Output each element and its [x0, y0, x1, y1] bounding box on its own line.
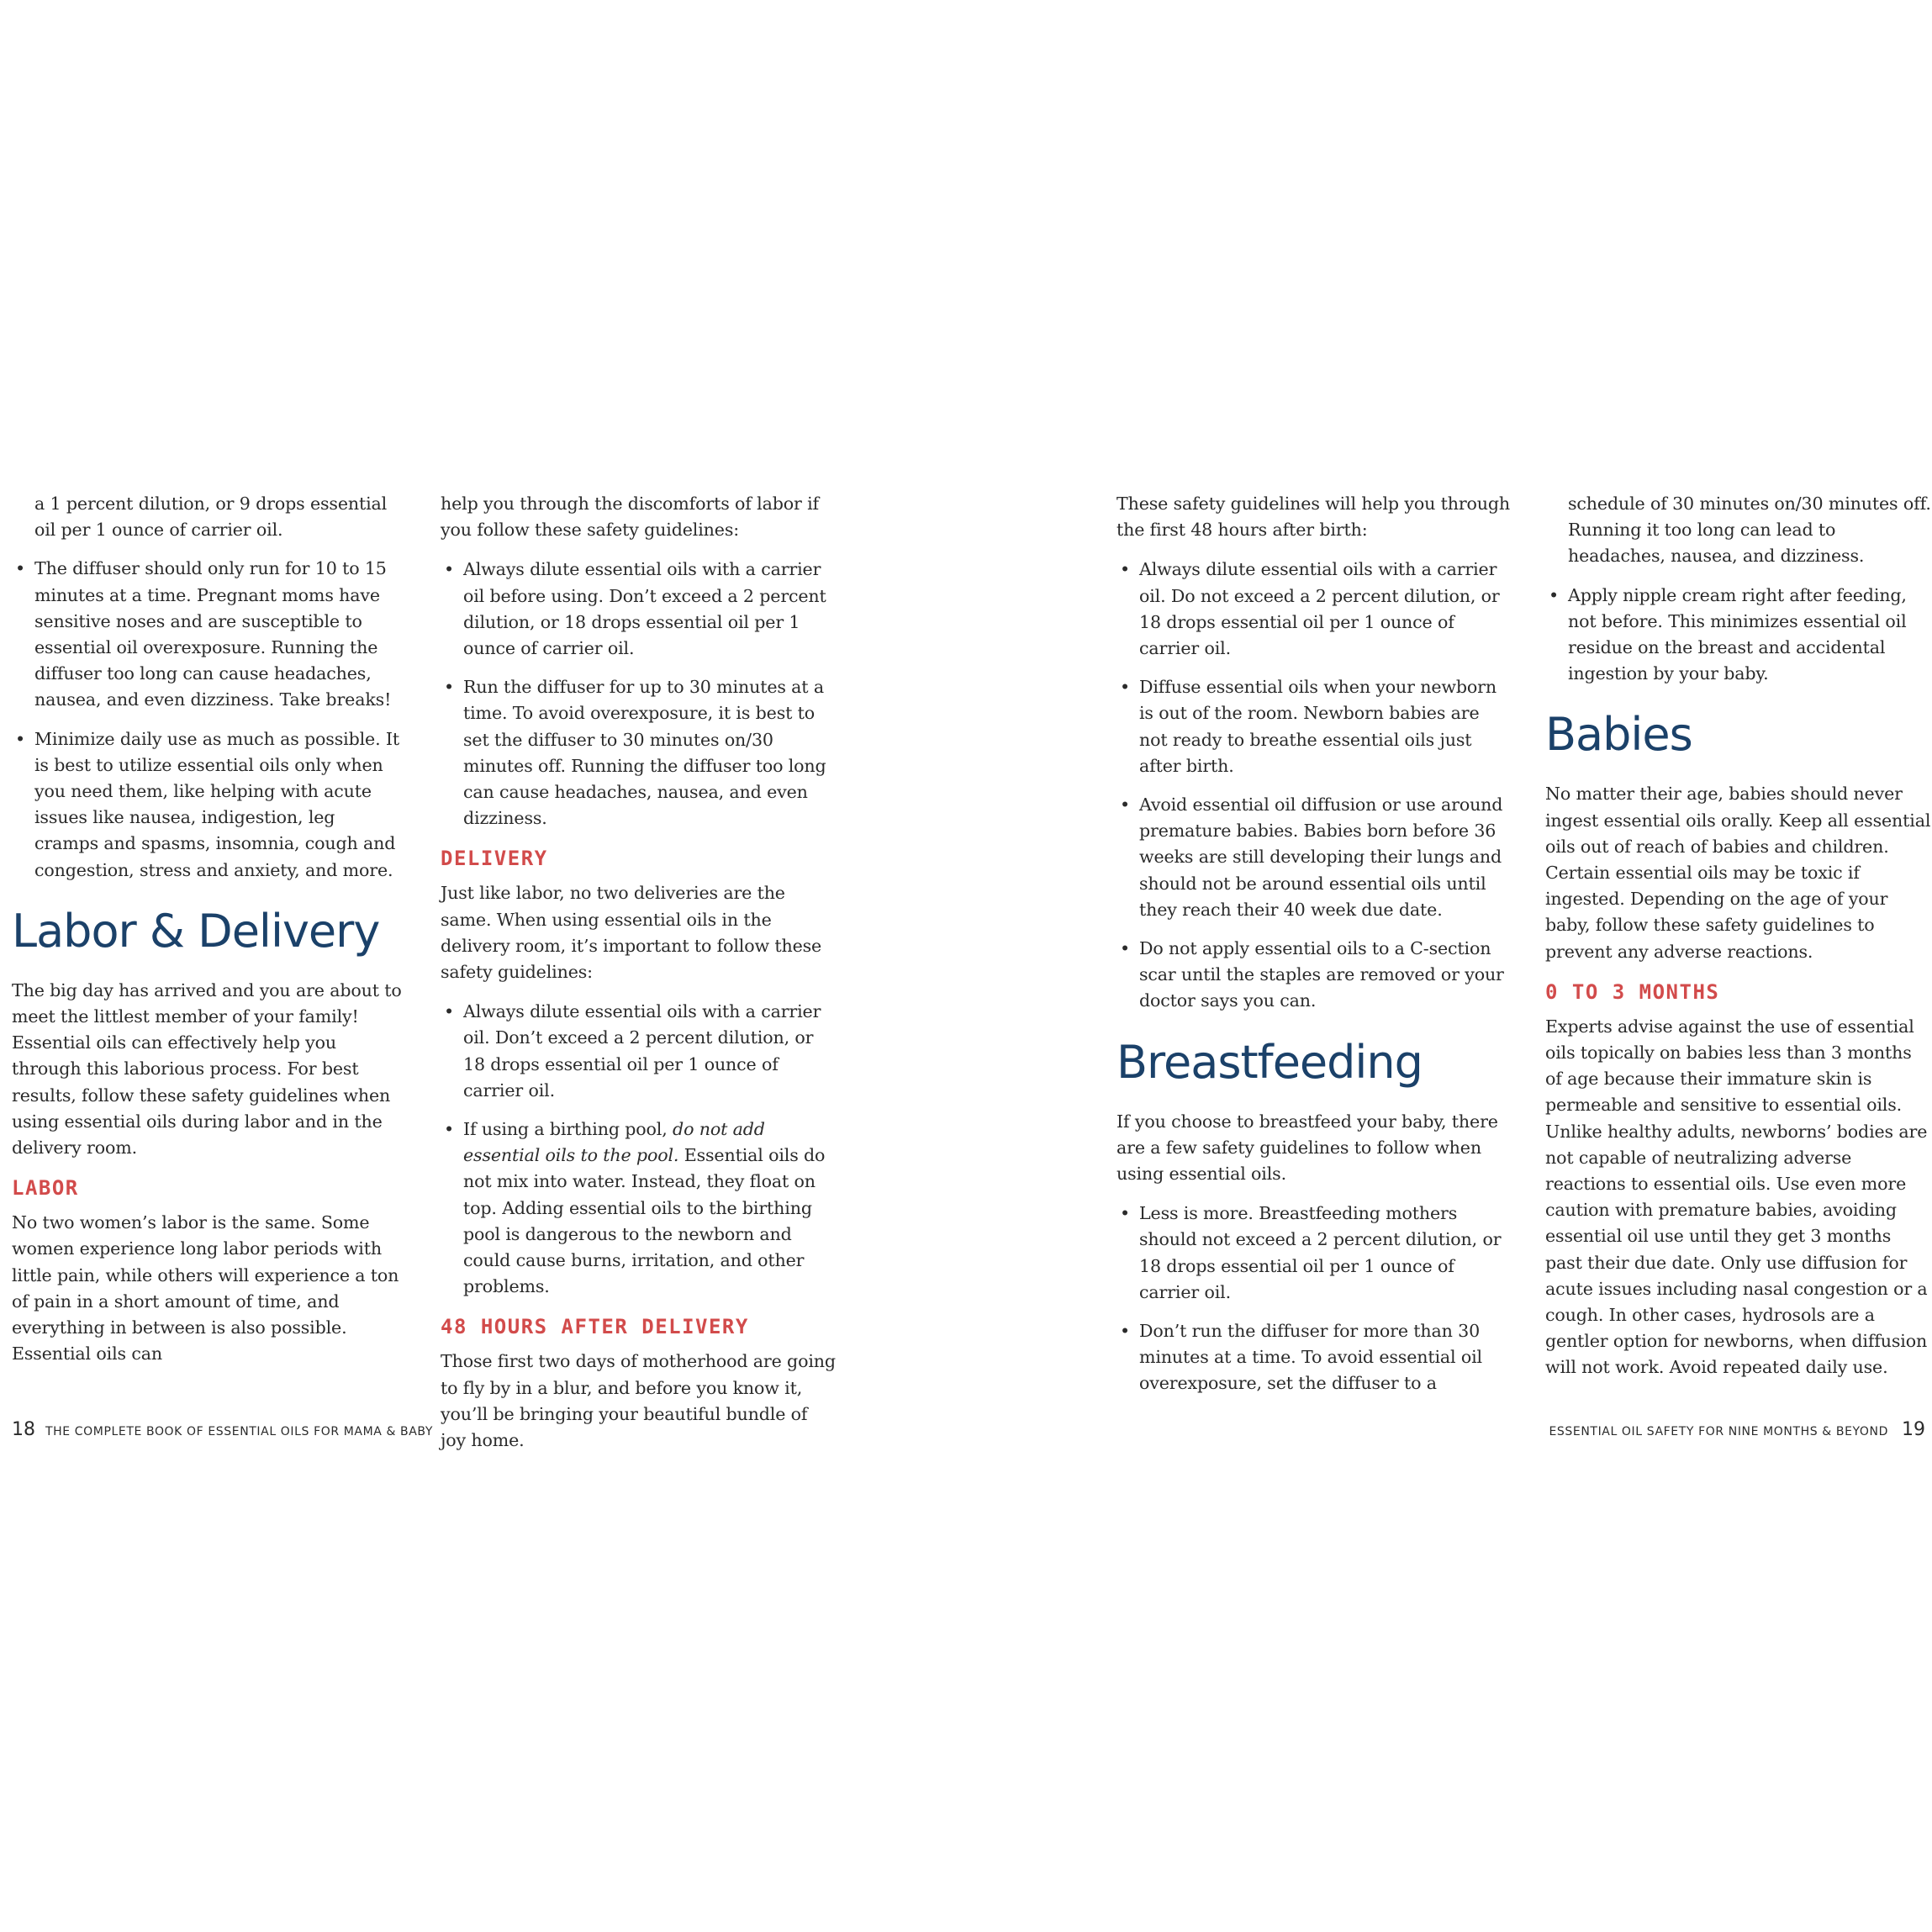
- right-page-footer: [1549, 1419, 1925, 1440]
- bullet-icon: •: [444, 559, 454, 580]
- heading-labor-delivery: Labor & Delivery: [12, 904, 380, 958]
- subheading-0-to-3-months: 0 TO 3 MONTHS: [1545, 979, 1720, 1004]
- heading-babies: Babies: [1545, 708, 1692, 762]
- list-item: [441, 557, 836, 662]
- bullet-continuation: [1545, 491, 1932, 570]
- babies-paragraph: No matter their age, babies should never ingest essential oils orally. Keep all essential oils out of reach of babies and children. Certain essential oils may be toxic if ingested. Depending on the age of your baby, follow these safety guidelines to prevent any adverse reactions.: [1545, 784, 1931, 962]
- bullet-text: Do not apply essential oils to a C-section scar until the staples are removed or your doctor says you can.: [1139, 938, 1504, 1011]
- 0-to-3-months-paragraph: Experts advise against the use of essential oils topically on babies less than 3 months of age because their immature skin is permeable and sensitive to essential oils. Unlike healthy adults, newborns’ bodies are not capable of neutralizing adverse reactions to essential oils. Use even more caution with premature babies, avoiding essential oil use until they get 3 months past their due date. Only use diffusion for acute issues including nasal congestion or a cough. In other cases, hydrosols are a gentler option for newborns, when diffusion will not work. Avoid repeated daily use.: [1545, 1016, 1928, 1378]
- bullet-icon: •: [444, 677, 454, 698]
- bullet-list-delivery: [441, 999, 836, 1300]
- list-item: [1545, 583, 1932, 688]
- bullet-text: Minimize daily use as much as possible. It is best to utilize essential oils only when you need them, like helping with acute issues like nausea, indigestion, leg cramps and spasms, insomnia, cough and congestion, stress and anxiety, and more.: [34, 728, 399, 880]
- running-title: ESSENTIAL OIL SAFETY FOR NINE MONTHS & BEYOND: [1549, 1425, 1888, 1438]
- bullet-text: Always dilute essential oils with a carrier oil. Don’t exceed a 2 percent dilution, or 18 drops essential oil per 1 ounce of carrier oil.: [463, 1001, 821, 1101]
- list-item: [441, 999, 836, 1104]
- bullet-text-post: Essential oils do not mix into water. Instead, they float on top. Adding essential oils to the birthing pool is dangerous to the newborn and could cause burns, irritation, and other problems.: [463, 1145, 826, 1297]
- labor-paragraph-continued: help you through the discomforts of labor if you follow these safety guidelines:: [441, 494, 819, 541]
- list-item: [12, 556, 404, 713]
- right-page-column-2: [1545, 491, 1932, 1395]
- list-item: [1116, 936, 1512, 1015]
- subheading-delivery: DELIVERY: [441, 847, 548, 871]
- bullet-icon: •: [1120, 559, 1130, 580]
- left-page-column-2: [441, 491, 836, 1467]
- bullet-text: The diffuser should only run for 10 to 15 minutes at a time. Pregnant moms have sensitive noses and are susceptible to essential oil overexposure. Running the diffuser too long can cause headaches, nausea, and even dizziness. Take breaks!: [34, 558, 392, 710]
- bullet-text-emphasis: do not add essential oils to the pool.: [463, 1119, 765, 1166]
- bullet-continuation: [12, 491, 404, 543]
- bullet-text: schedule of 30 minutes on/30 minutes off. Running it too long can lead to headaches, nausea, and dizziness.: [1568, 494, 1931, 567]
- left-page-footer: [12, 1419, 433, 1440]
- list-item: [1116, 1318, 1512, 1397]
- bullet-text: Don’t run the diffuser for more than 30 minutes at a time. To avoid essential oil overexposure, set the diffuser to a: [1139, 1321, 1482, 1394]
- subheading-48-hours: 48 HOURS AFTER DELIVERY: [441, 1315, 749, 1339]
- list-item: [441, 674, 836, 831]
- bullet-icon: •: [1120, 1321, 1130, 1342]
- bullet-text: Less is more. Breastfeeding mothers should not exceed a 2 percent dilution, or 18 drops essential oil per 1 ounce of carrier oil.: [1139, 1203, 1502, 1302]
- bullet-text: Always dilute essential oils with a carrier oil. Do not exceed a 2 percent dilution, or 18 drops essential oil per 1 ounce of carrier oil.: [1139, 559, 1500, 659]
- bullet-list-breastfeeding: [1116, 1201, 1512, 1396]
- left-page-column-1: [12, 491, 404, 1380]
- bullet-text: Apply nipple cream right after feeding, not before. This minimizes essential oil residue on the breast and accidental ingestion by your baby.: [1568, 584, 1907, 684]
- bullet-text: a 1 percent dilution, or 9 drops essential oil per 1 ounce of carrier oil.: [34, 494, 388, 541]
- running-title: THE COMPLETE BOOK OF ESSENTIAL OILS FOR MAMA & BABY: [45, 1425, 434, 1438]
- list-item: [441, 1116, 836, 1300]
- list-item: [12, 726, 404, 884]
- bullet-text: Always dilute essential oils with a carrier oil before using. Don’t exceed a 2 percent dilution, or 18 drops essential oil per 1 ounce of carrier oil.: [463, 559, 826, 659]
- bullet-icon: •: [1120, 794, 1130, 816]
- bullet-icon: •: [1549, 584, 1559, 605]
- bullet-icon: •: [1120, 1203, 1130, 1224]
- labor-delivery-intro: The big day has arrived and you are about to meet the littlest member of your family! Essential oils can effectively help you through this laborious process. For best results, follow these safety guidelines when using essential oils during labor and in the delivery room.: [12, 979, 402, 1159]
- list-item: [1116, 1201, 1512, 1306]
- page-number: 19: [1902, 1419, 1925, 1440]
- 48-hours-paragraph: Those first two days of motherhood are going to fly by in a blur, and before you know it, you’ll be bringing your beautiful bundle of joy home.: [441, 1351, 836, 1451]
- bullet-text-pre: If using a birthing pool,: [463, 1119, 673, 1140]
- bullet-list-pregnancy: [12, 491, 404, 884]
- page-number: 18: [12, 1419, 35, 1440]
- 48-hours-guidelines-intro: These safety guidelines will help you through the first 48 hours after birth:: [1116, 494, 1511, 541]
- bullet-list-labor: [441, 557, 836, 831]
- bullet-icon: •: [444, 1001, 454, 1022]
- bullet-list-48-hours: [1116, 557, 1512, 1014]
- bullet-text: Run the diffuser for up to 30 minutes at a time. To avoid overexposure, it is best to set the diffuser to 30 minutes on/30 minutes off. Running the diffuser too long can cause headaches, nausea, and even dizziness.: [463, 677, 826, 829]
- subheading-labor: LABOR: [12, 1176, 79, 1201]
- right-page-column-1: [1116, 491, 1512, 1411]
- bullet-icon: •: [15, 728, 25, 749]
- breastfeeding-intro: If you choose to breastfeed your baby, there are a few safety guidelines to follow when using essential oils.: [1116, 1111, 1498, 1185]
- list-item: [1116, 557, 1512, 662]
- bullet-list-breastfeeding-continued: [1545, 491, 1932, 687]
- list-item: [1116, 792, 1512, 923]
- bullet-icon: •: [1120, 677, 1130, 698]
- bullet-icon: •: [15, 558, 25, 579]
- bullet-icon: •: [444, 1119, 454, 1140]
- bullet-icon: •: [1120, 938, 1130, 959]
- heading-breastfeeding: Breastfeeding: [1116, 1035, 1423, 1089]
- list-item: [1116, 674, 1512, 779]
- delivery-paragraph: Just like labor, no two deliveries are the same. When using essential oils in the delivery room, it’s important to follow these safety guidelines:: [441, 883, 822, 983]
- bullet-text: Diffuse essential oils when your newborn is out of the room. Newborn babies are not ready to breathe essential oils just after birth.: [1139, 677, 1497, 776]
- labor-paragraph: No two women’s labor is the same. Some women experience long labor periods with little pain, while others will experience a ton of pain in a short amount of time, and everything in between is also possible. Essential oils can: [12, 1212, 399, 1365]
- bullet-text: Avoid essential oil diffusion or use around premature babies. Babies born before 36 weeks are still developing their lungs and should not be around essential oils until they reach their 40 week due date.: [1139, 794, 1503, 920]
